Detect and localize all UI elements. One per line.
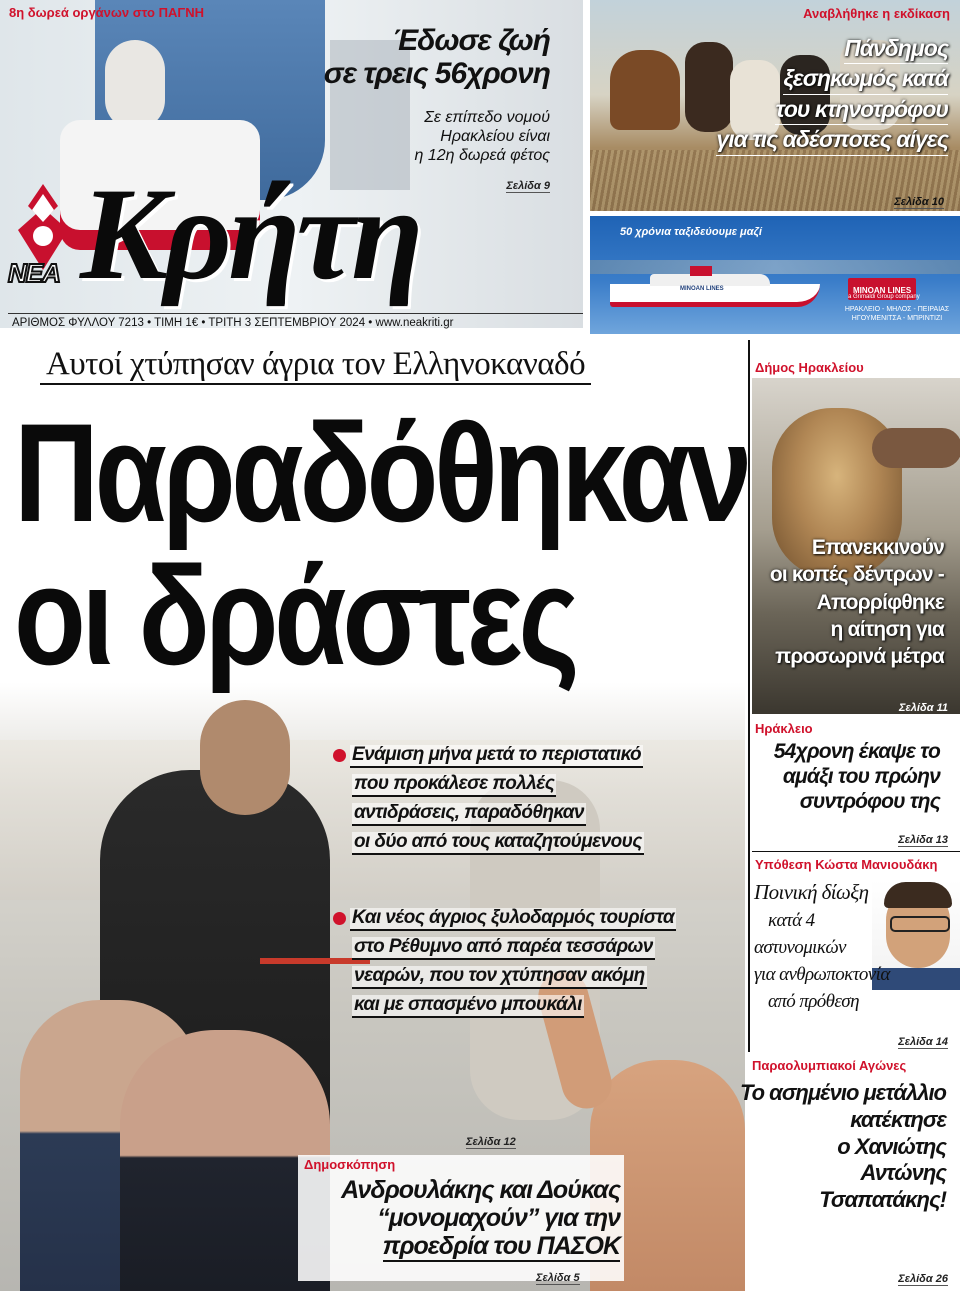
main-headline	[14, 394, 749, 694]
trees-headline-line: η αίτηση για	[830, 617, 944, 641]
case-headline-line: Ποινική δίωξη	[754, 880, 869, 904]
paralympic-headline-line: Το ασημένιο μετάλλιο	[740, 1080, 946, 1105]
goat-figure	[610, 50, 680, 130]
main-headline-line: οι δράστες	[14, 536, 576, 694]
goats-headline-line: του κτηνοτρόφου	[775, 95, 948, 125]
bullet-1-line: που προκάλεσε πολλές	[352, 774, 556, 797]
car-tag: Ηράκλειο	[755, 721, 813, 736]
goats-headline-line: ξεσηκωμός κατά	[783, 64, 948, 94]
case-headline-line: για ανθρωποκτονία	[754, 963, 890, 985]
main-bullet-1	[333, 742, 733, 858]
sidebar-divider	[748, 340, 750, 1052]
paralympic-headline-line: ο Χανιώτης	[837, 1133, 946, 1159]
masthead-nea: ΝΕΑ	[8, 258, 60, 288]
masthead-rule	[8, 313, 583, 314]
donation-subtitle-line: η 12η δωρεά φέτος	[414, 147, 550, 165]
ad-routes	[838, 306, 956, 324]
donation-headline	[324, 24, 550, 90]
main-page-ref: Σελίδα 12	[466, 1136, 516, 1148]
ad-route-line: ΗΡΑΚΛΕΙΟ - ΜΗΛΟΣ - ΠΕΙΡΑΙΑΣ	[844, 306, 950, 313]
main-bullet-2	[333, 905, 733, 1021]
bullet-1-line: οι δύο από τους καταζητούμενους	[352, 832, 644, 855]
goats-headline-line: για τις αδέσποτες αίγες	[716, 125, 948, 155]
paralympic-headline-line: Τσαπατάκης!	[819, 1187, 946, 1213]
bullet-2-line: στο Ρέθυμνο από παρέα τεσσάρων	[352, 937, 655, 960]
paralympic-page-ref: Σελίδα 26	[898, 1273, 948, 1285]
portrait-hair	[884, 882, 952, 908]
poll-page-ref: Σελίδα 5	[536, 1272, 580, 1284]
poll-headline-line: Ανδρουλάκης και Δούκας	[341, 1176, 620, 1204]
ad-brand: MINOAN LINES	[853, 286, 912, 295]
donation-page-ref: Σελίδα 9	[506, 180, 550, 192]
main-headline-line: Παραδόθηκαν	[14, 394, 749, 551]
paralympic-headline-line: κατέκτησε	[850, 1106, 946, 1132]
case-headline-line: από πρόθεση	[768, 990, 859, 1012]
trees-headline-line: Επανεκκινούν	[811, 536, 944, 559]
donation-subtitle	[415, 108, 550, 166]
poll-tag: Δημοσκόπηση	[304, 1157, 396, 1172]
ad-brand-sub: a Grimaldi Group company	[848, 294, 920, 300]
poll-headline	[341, 1176, 620, 1262]
goats-headline	[716, 34, 948, 156]
bullet-1-line: Ενάμιση μήνα μετά το περιστατικό	[350, 745, 643, 768]
donation-subtitle-line: Ηρακλείου είναι	[440, 128, 550, 146]
trees-headline	[770, 534, 944, 670]
case-page-ref: Σελίδα 14	[898, 1036, 948, 1048]
case-headline-line: αστυνομικών	[754, 936, 846, 958]
case-tag: Υπόθεση Κώστα Μανιουδάκη	[755, 857, 938, 872]
goats-headline-line: Πάνδημος	[844, 34, 948, 64]
donation-headline-line: σε τρεις 56χρονη	[323, 57, 550, 90]
trees-headline-line: Απορρίφθηκε	[816, 590, 944, 614]
masthead-title: Κρήτη	[80, 160, 420, 307]
bullet-1-line: αντιδράσεις, παραδόθηκαν	[352, 803, 586, 826]
trees-headline-line: προσωρινά μέτρα	[775, 645, 944, 669]
main-kicker-text: Αυτοί χτύπησαν άγρια τον Ελληνοκαναδό	[46, 346, 586, 382]
paralympic-headline-line: Αντώνης	[860, 1160, 946, 1186]
trees-headline-line: οι κοπές δέντρων -	[769, 563, 944, 587]
trees-page-ref: Σελίδα 11	[899, 702, 948, 714]
car-headline-line: συντρόφου της	[799, 789, 940, 813]
goats-page-ref: Σελίδα 10	[894, 196, 944, 208]
ad-route-line: ΗΓΟΥΜΕΝΙΤΣΑ - ΜΠΡΙΝΤΙΖΙ	[851, 314, 943, 322]
paralympic-tag: Παραολυμπιακοί Αγώνες	[752, 1058, 907, 1073]
main-kicker	[40, 346, 591, 385]
ad-ship	[610, 272, 820, 302]
suspect-head	[200, 700, 290, 815]
car-headline	[774, 740, 940, 814]
goats-tag: Αναβλήθηκε η εκδίκαση	[803, 6, 950, 21]
ad-ship-name: MINOAN LINES	[680, 286, 724, 292]
car-headline-line: αμάξι του πρώην	[782, 764, 940, 788]
minoan-lines-ad[interactable]	[590, 216, 960, 334]
bullet-2-line: και με σπασμένο μπουκάλι	[352, 995, 584, 1018]
trees-tag: Δήμος Ηρακλείου	[755, 360, 864, 375]
worker-arm	[872, 428, 960, 468]
masthead-info: ΑΡΙΘΜΟΣ ΦΥΛΛΟΥ 7213 • ΤΙΜΗ 1€ • ΤΡΙΤΗ 3 ΣΕΠΤΕΜΒΡΙΟΥ 2024 • www.neakriti.gr	[12, 317, 454, 329]
car-page-ref: Σελίδα 13	[898, 834, 948, 846]
paralympic-headline	[740, 1080, 946, 1214]
bullet-2-line: νεαρών, που τον χτύπησαν ακόμη	[352, 966, 647, 989]
poll-headline-line: “μονομαχούν” για την	[377, 1204, 620, 1232]
car-divider	[752, 851, 960, 852]
case-headline	[754, 878, 890, 1016]
bullet-2-line: Και νέος άγριος ξυλοδαρμός τουρίστα	[350, 908, 676, 931]
donation-tag: 8η δωρεά οργάνων στο ΠΑΓΝΗ	[9, 5, 204, 20]
bullet-dot-icon	[333, 749, 346, 762]
donation-subtitle-line: Σε επίπεδο νομού	[424, 109, 550, 126]
bullet-dot-icon	[333, 912, 346, 925]
car-headline-line: 54χρονη έκαψε το	[773, 740, 940, 763]
ad-slogan: 50 χρόνια ταξιδεύουμε μαζί	[620, 226, 762, 238]
donation-headline-line: Έδωσε ζωή	[392, 24, 550, 57]
glasses-icon	[890, 916, 950, 932]
gloved-hand	[105, 40, 165, 130]
case-headline-line: κατά 4	[768, 909, 815, 931]
poll-headline-line: προεδρία του ΠΑΣΟΚ	[382, 1232, 620, 1260]
